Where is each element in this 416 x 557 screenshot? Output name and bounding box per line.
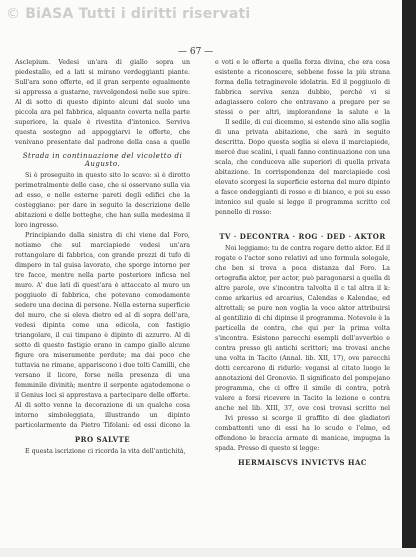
watermark xyxy=(6,6,250,22)
inscription-heading: PRO SALVTE xyxy=(74,435,131,444)
paragraph: Il sedile, di cui dicemmo, si estende sino alla soglia di una privata abitazione, che sarà in seguito descritta. Dopo questa soglia si eleva il marciapiede, mercé due scalini, i quali fanno continuazione con una scala, che conduceva alle superiori di quella privata abitazione. In corrispondenza del marciapiede così elevato scorgesi la superficie esterna del muro dipinto a fasce ondeggianti di rosso e di bianco, e poi su esso intonico sul quale si legge il programma scritto col pennello di rosso: xyxy=(215,119,390,216)
paragraph: Ivi presso si scorge il graffito di dee gladiatori combattenti uno di essi ha lo scudo e l'elmo, ed offendono le braccia armate di manicae, impugna la spada. Presso di questo si legge: xyxy=(215,415,390,452)
inscription-heading: TV · DECONTRA · ROG · DED · AKTOR xyxy=(219,232,386,241)
left-column xyxy=(15,58,190,457)
paragraph: Asclepium. Vedesi un'ara di giallo sopra un piedestallo, ed a lati si mirano verdeggianti piante. Sull'ara sono offerte, ed il gran serpente egualmente si appressa a gustarne, ravvolgendosi nelle sue spire. Al di sotto di questo dipinto alcuni dal suolo una piccola ara pel fabbrica, alquanto coverta nella parte superiore, la quale è rivestita d'intonico. Serviva questa sostegno ad appoggiarvi le offerte, che venivano presentate dal padrone della casa a quelle xyxy=(15,59,190,146)
inscription-heading: HERMAISCVS INVICTVS HAC xyxy=(238,458,367,467)
paragraph: e voti e le offerte a quella forza divina, che era cosa esistente a riconoscere, sebbene fosse la più strana forma della tetraginevole idolatria. Ed il poggiuolo di fabbrica serviva senza dubbio, perché vi si adagiassero coloro che entravano a pregare per se stessi o per altri, implorandone la salute e la xyxy=(215,59,390,116)
right-column xyxy=(215,58,390,470)
paragraph: E questa iscrizione ci ricorda la vita dell'antichità, xyxy=(25,448,186,455)
paragraph: Principiando dalla sinistra di chi viene dal Foro, notiamo che sul marciapiede vedesi un'ara rettangolare di fabbrica, con grande prezzi di tufo di dimpero in tal guisa lavorato, che sporge intorno per tre facce, mentre nella parte posteriore inficsa nel muro. A' due lati di quest'ara è attaccato al muro un poggiuolo di fabbrica, che potevano comodamente sedere una decina di persone. Nella esterna superficie del muro, che si eleva dietro ed al di sopra dell'ara, vedesi dipinta come una edicola, con fastigio triangolare, il cui timpano è dipinto di azzurro. Al di sotto di questo fastigio erano in campo giallo alcune figure ora miseramente perdute; ma dai poco che tuttavia ne rimane, appariscono i due tolti Camilli, che versano il licore, forse nella presenza di una femminile divinità; mentre il serpente agatodemone o il Genius loci si apprestava a partecipare delle offerte. Al di sotto venne la decorazione di un qualche cosa intorno simboleggiata, illustrando un dipinto particolarmente da Pietro Tifolani: ed essi dicono la xyxy=(15,232,190,429)
copyright-icon: © xyxy=(6,6,21,22)
paragraph: Noi leggiamo: tu de contra rogare detto aktor. Ed il rogate o l'actor sono relativi ad uno formula solegale, che ben si trova a poca distanza dal Foro. La ortografia aktor, per actor, può paragonarsi a quella di altre parole, ove s'incontra talvolta il c tal altra il k: come arkarius ed arcarius, Calendas e Kalendae, ed altrettali; se pure non voglia la voce aktor attribuirsi al gentilizio di chi dipinse il programma. Notevole è la particella de contra, che qui per la prima volta s'incontra. Esistono parecchi esempli dell'avverbio e contra presso gli antichi scrittori; ma trovasi anche una volta in Tacito (Annal. lib. XII, 17), ove parecchi dotti cercarono di ridurlo: vegansi al citato luogo le annotazioni del Gronovio. Il significato del pompejano programma, che ci offre il simile di contra, potrà valere a forsi ricevere in Tacito la lezione e contra anche nel lib. XIII, 37, ove così trovasi scritto nel xyxy=(215,245,390,412)
scan-edge-shadow xyxy=(402,0,416,557)
section-subheading: Strada in continuazione del vicoletto di Augusto. xyxy=(22,152,183,168)
bottom-margin xyxy=(0,548,416,557)
page-number: — 67 — xyxy=(178,47,214,57)
paragraph: Si è proseguito in questo sito lo scavo: si è dirotto perimetralmente delle case, che si osservano sulla via ad esso, e nelle esterne pareti degli edifici che la costeggiano: per dare in seguito la descrizione delle abitazioni e delle botteghe, che han sulla medesima il loro ingresso. xyxy=(15,172,190,229)
watermark-text: BiASA Tutti i diritti riservati xyxy=(25,6,251,22)
